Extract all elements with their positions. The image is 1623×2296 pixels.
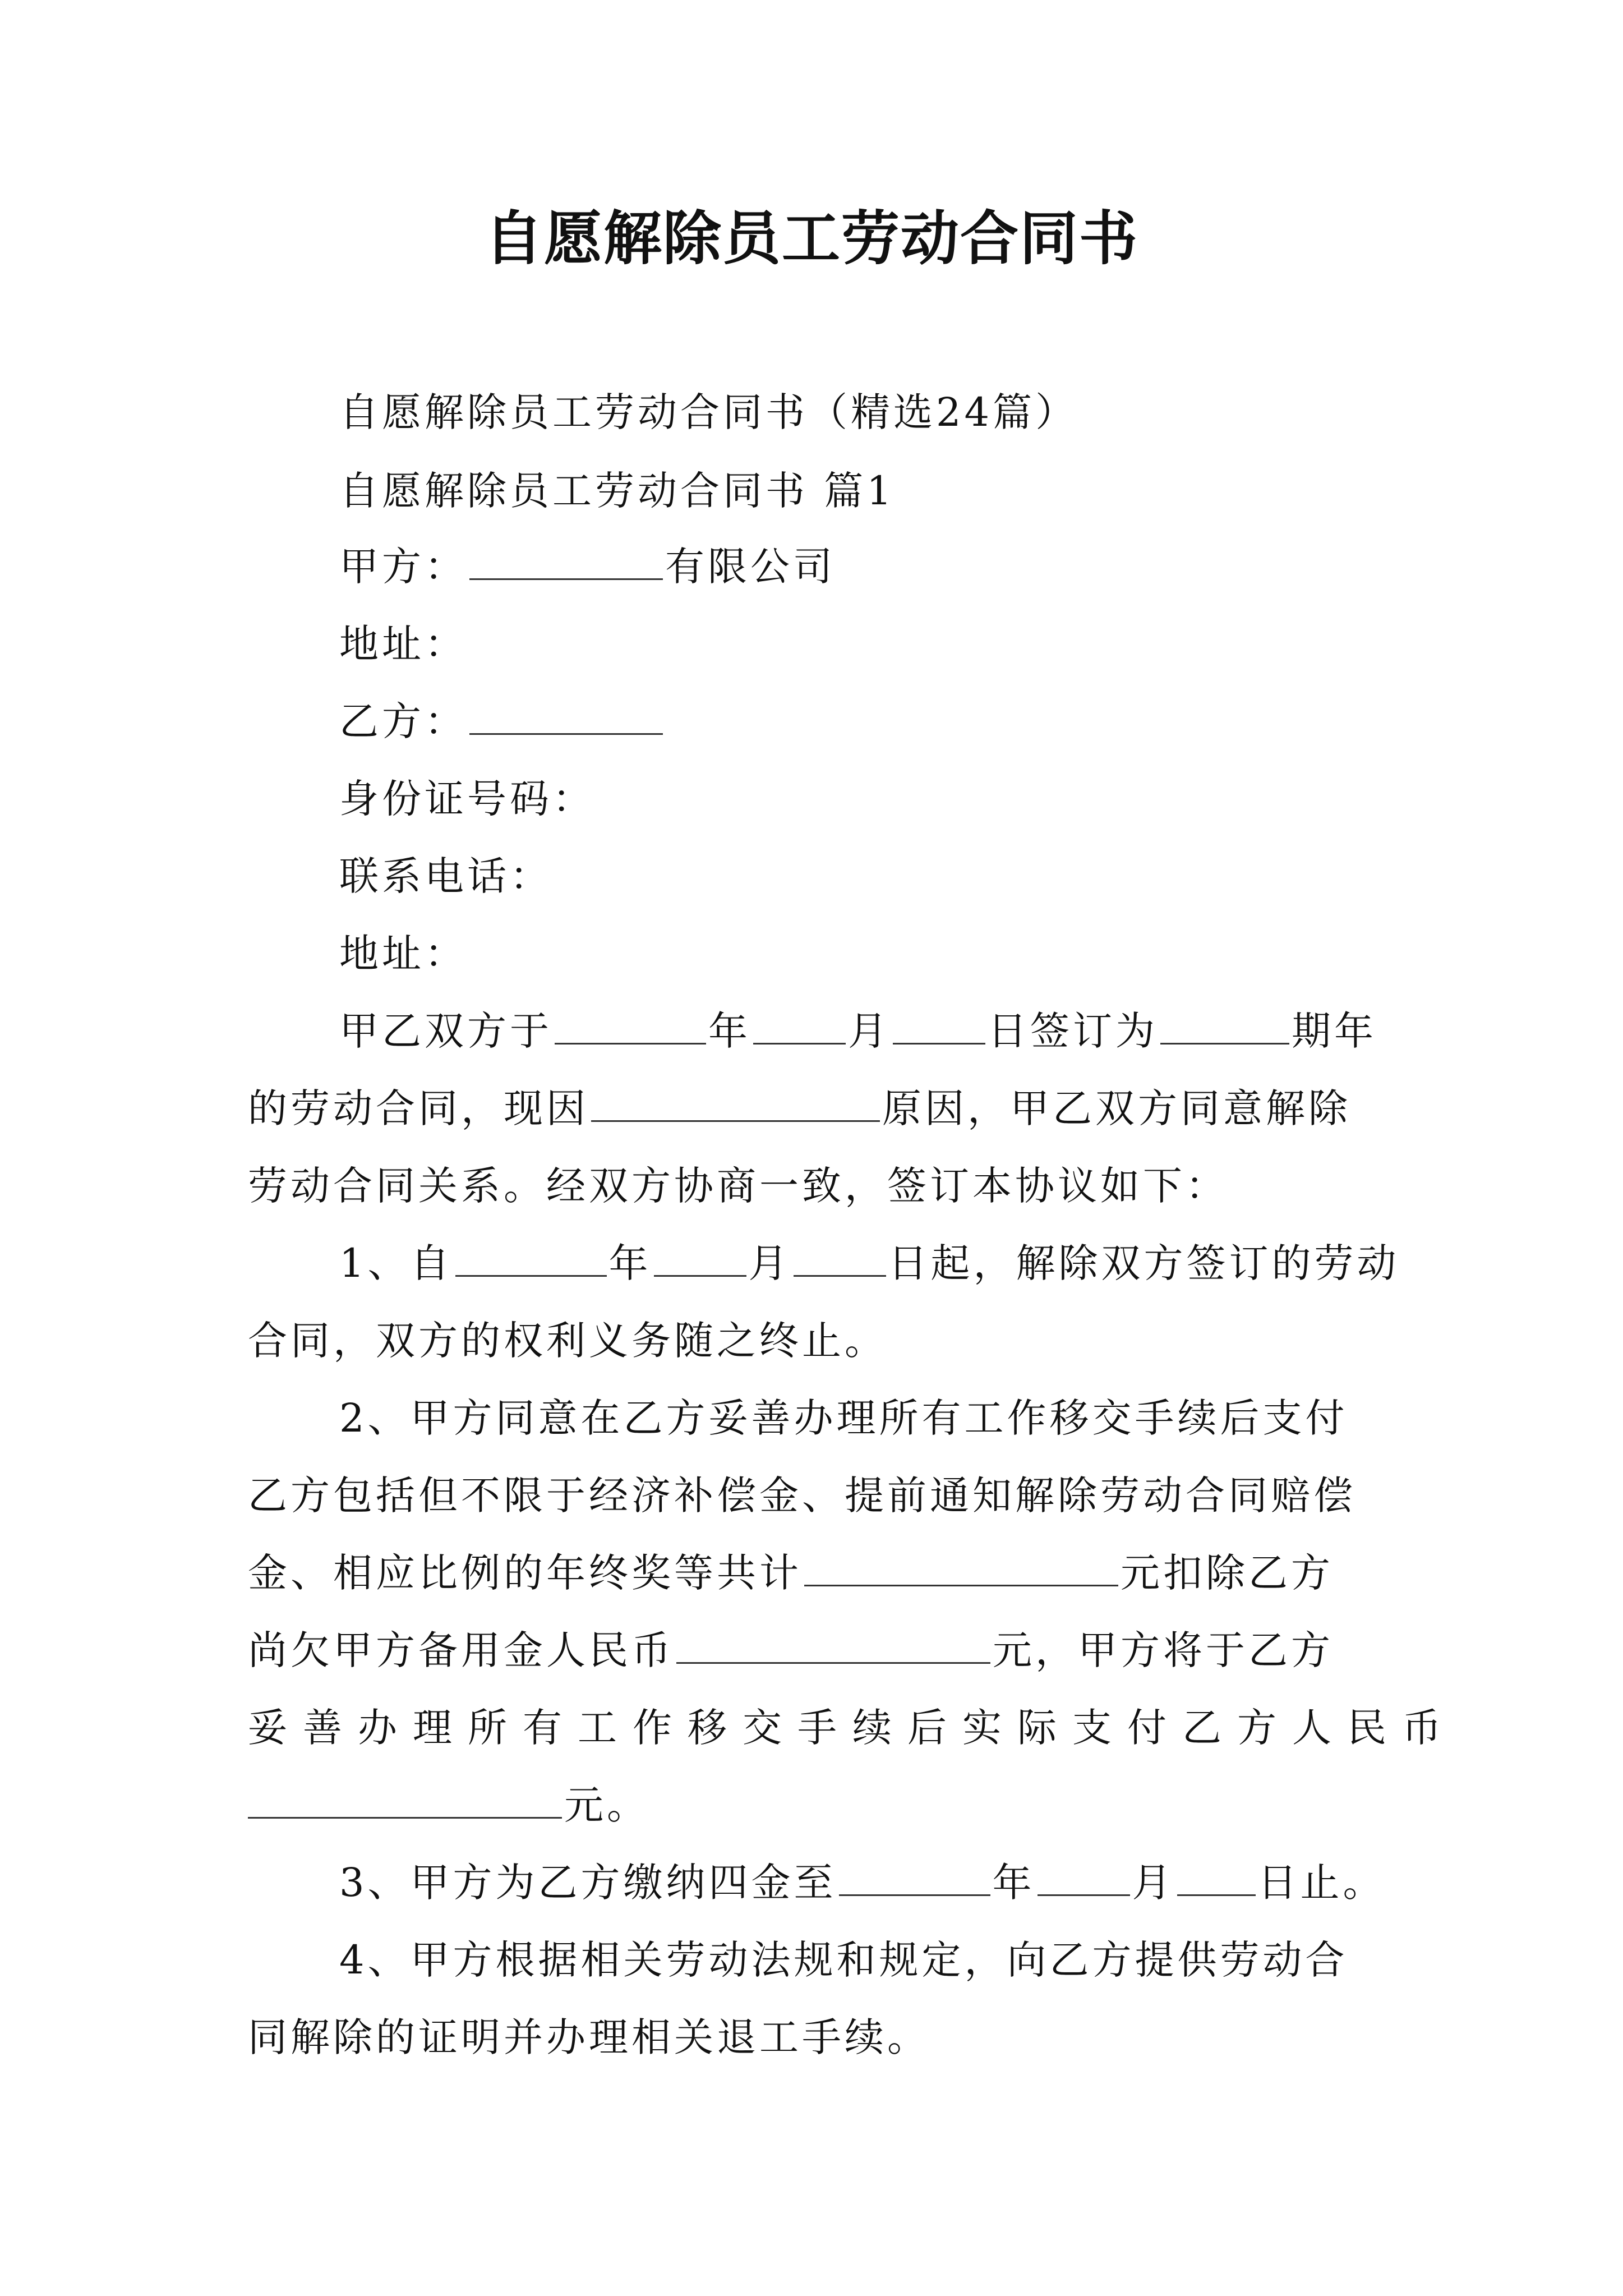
clause4-line2: 同解除的证明并办理相关退工手续。 (248, 2014, 930, 2060)
phone-line: 联系电话： (339, 853, 552, 899)
text-segment: 3、甲方为乙方缴纳四金至 (339, 1860, 837, 1906)
text-segment: 尚欠甲方备用金人民币 (248, 1627, 674, 1673)
text-segment: 年 (608, 1240, 652, 1286)
year-blank (555, 1010, 706, 1045)
clause2-line2: 乙方包括但不限于经济补偿金、提前通知解除劳动合同赔偿 (248, 1473, 1356, 1519)
text-segment: 年 (992, 1860, 1035, 1906)
text-segment: 日止。 (1257, 1860, 1386, 1906)
year-blank (839, 1862, 990, 1896)
month-blank (753, 1010, 846, 1045)
text-segment: 日起，解除双方签订的劳动 (888, 1240, 1400, 1286)
text-segment: 月 (848, 1008, 891, 1054)
subtitle: 自愿解除员工劳动合同书（精选24篇） (339, 389, 1078, 435)
party-b-label: 乙方： (339, 698, 467, 744)
party-b-line (339, 693, 665, 749)
text-segment: 月 (748, 1240, 791, 1286)
amount-blank (248, 1784, 562, 1819)
party-a-label: 甲方： (339, 544, 467, 590)
text-segment: 年 (708, 1008, 751, 1054)
text-segment: 的劳动合同，现因 (248, 1085, 589, 1131)
text-segment: 月 (1132, 1860, 1175, 1906)
amount-blank (676, 1630, 990, 1664)
day-blank (1177, 1862, 1256, 1896)
reason-blank (591, 1088, 880, 1122)
id-number-line: 身份证号码： (339, 776, 595, 822)
party-b-blank (469, 701, 663, 735)
para1-line1 (339, 1003, 1377, 1059)
text-segment: 原因，甲乙双方同意解除 (882, 1085, 1351, 1131)
party-a-blank (469, 546, 663, 580)
term-blank (1160, 1010, 1289, 1045)
party-a-suffix: 有限公司 (665, 544, 836, 590)
page-title: 自愿解除员工劳动合同书 (484, 204, 1138, 273)
clause2-line5: 妥善办理所有工作移交手续后实际支付乙方人民币 (248, 1705, 1457, 1751)
text-segment: 元扣除乙方 (1121, 1550, 1334, 1596)
clause2-line3 (248, 1545, 1334, 1601)
clause1-line2: 合同，双方的权利义务随之终止。 (248, 1318, 887, 1364)
text-segment: 日签订为 (988, 1008, 1158, 1054)
section-heading: 自愿解除员工劳动合同书 篇1 (339, 468, 895, 514)
clause3-line1 (339, 1855, 1386, 1911)
address-line-2: 地址： (339, 931, 467, 977)
para1-line2 (248, 1080, 1351, 1137)
day-blank (794, 1243, 886, 1277)
clause2-line1: 2、甲方同意在乙方妥善办理所有工作移交手续后支付 (339, 1395, 1348, 1441)
month-blank (654, 1243, 746, 1277)
para1-line3: 劳动合同关系。经双方协商一致，签订本协议如下： (248, 1163, 1228, 1209)
amount-blank (804, 1552, 1118, 1586)
text-segment: 元。 (564, 1782, 649, 1828)
clause1-line1 (339, 1235, 1400, 1291)
day-blank (893, 1010, 985, 1045)
address-line-1: 地址： (339, 621, 467, 667)
clause2-line4 (248, 1622, 1334, 1678)
text-segment: 期年 (1292, 1008, 1377, 1054)
year-blank (455, 1243, 607, 1277)
clause2-line6 (248, 1777, 649, 1833)
text-segment: 甲乙双方于 (339, 1008, 552, 1054)
text-segment: 1、自 (339, 1240, 453, 1286)
text-segment: 元，甲方将于乙方 (993, 1627, 1334, 1673)
party-a-line (339, 539, 836, 595)
text-segment: 金、相应比例的年终奖等共计 (248, 1550, 802, 1596)
clause4-line1: 4、甲方根据相关劳动法规和规定，向乙方提供劳动合 (339, 1937, 1348, 1983)
month-blank (1038, 1862, 1130, 1896)
